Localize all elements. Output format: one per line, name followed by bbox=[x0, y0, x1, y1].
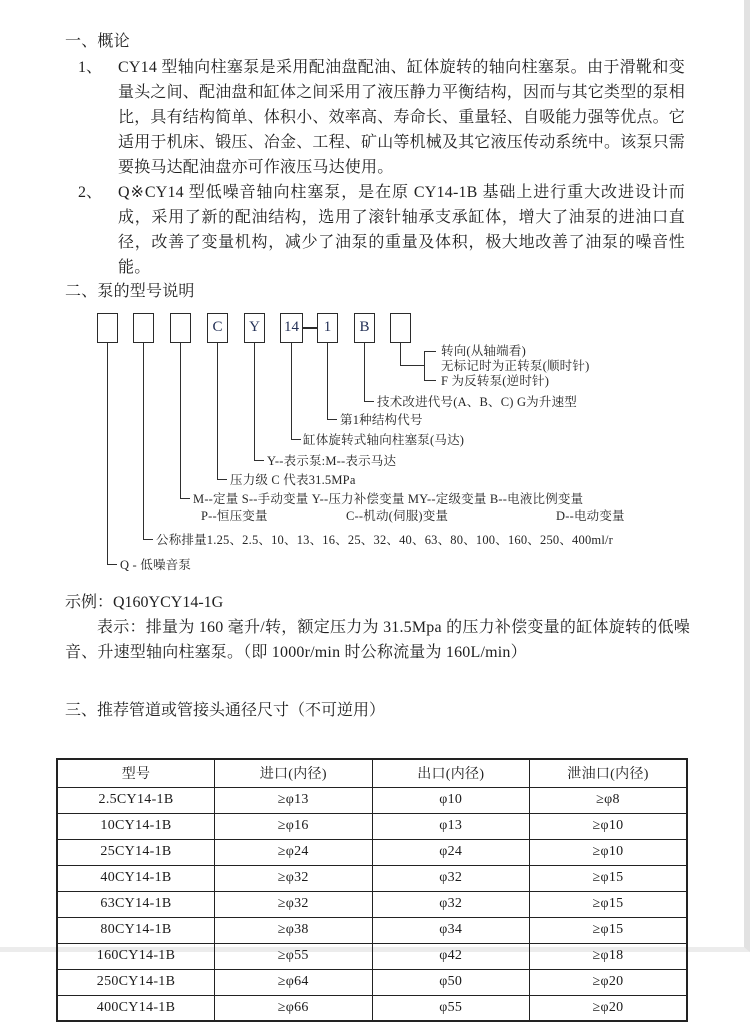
leader-line bbox=[400, 343, 424, 366]
section1-heading: 一、概论 bbox=[65, 33, 130, 50]
leader-line bbox=[364, 343, 374, 402]
label-improvement-code: 技术改进代号(A、B、C) G为升速型 bbox=[377, 395, 577, 409]
code-dash-connector bbox=[303, 327, 317, 329]
code-box-b: B bbox=[354, 313, 375, 343]
table-cell: ≥φ10 bbox=[530, 839, 688, 865]
code-box-14: 14 bbox=[280, 313, 303, 343]
table-cell: φ55 bbox=[372, 995, 530, 1021]
table-row bbox=[57, 969, 687, 995]
leader-line bbox=[143, 343, 153, 540]
list-item-text: Q※CY14 型低噪音轴向柱塞泵，是在原 CY14-1B 基础上进行重大改进设计而成，采用了新的配油结构，选用了滚针轴承支承缸体，增大了油泵的进油口直径，改善了变量机构，减少了油泵的重量及体积，极大地改善了油泵的噪音性能。 bbox=[118, 184, 685, 276]
table-cell: φ42 bbox=[372, 943, 530, 969]
column-header-outlet: 出口(内径) bbox=[372, 759, 530, 787]
code-box-quiet bbox=[97, 313, 118, 343]
label-variable-c: C--机动(伺服)变量 bbox=[346, 509, 449, 523]
table-cell: ≥φ20 bbox=[530, 969, 688, 995]
table-cell: 250CY14-1B bbox=[57, 969, 215, 995]
table-cell: ≥φ16 bbox=[215, 813, 373, 839]
example-block bbox=[65, 590, 690, 665]
table-cell: ≥φ18 bbox=[530, 943, 688, 969]
code-box-variable bbox=[170, 313, 191, 343]
example-body: 表示：排量为 160 毫升/转，额定压力为 31.5Mpa 的压力补偿变量的缸体旋转的低噪音、升速型轴向柱塞泵。（即 1000r/min 时公称流量为 160L/min） bbox=[65, 619, 690, 661]
table-row bbox=[57, 839, 687, 865]
table-cell: φ13 bbox=[372, 813, 530, 839]
table-cell: 25CY14-1B bbox=[57, 839, 215, 865]
table-row bbox=[57, 995, 687, 1021]
table-cell: φ32 bbox=[372, 865, 530, 891]
table-cell: ≥φ38 bbox=[215, 917, 373, 943]
column-header-inlet: 进口(内径) bbox=[215, 759, 373, 787]
code-box-c: C bbox=[207, 313, 228, 343]
example-title: 示例：Q160YCY14-1G bbox=[65, 594, 224, 611]
table-cell: ≥φ55 bbox=[215, 943, 373, 969]
table-row bbox=[57, 787, 687, 813]
label-variable-p: P--恒压变量 bbox=[201, 509, 268, 523]
table-cell: ≥φ13 bbox=[215, 787, 373, 813]
pipe-table-body bbox=[57, 787, 687, 1021]
label-variable-types bbox=[193, 491, 625, 525]
label-variable-line2 bbox=[193, 508, 625, 525]
section2-heading: 二、泵的型号说明 bbox=[65, 283, 195, 300]
table-cell: ≥φ8 bbox=[530, 787, 688, 813]
label-rotation-title: 转向(从轴端看) bbox=[441, 344, 526, 358]
table-cell: ≥φ15 bbox=[530, 917, 688, 943]
table-cell: ≥φ15 bbox=[530, 891, 688, 917]
table-cell: ≥φ66 bbox=[215, 995, 373, 1021]
table-cell: 400CY14-1B bbox=[57, 995, 215, 1021]
label-pump-or-motor: Y--表示泵:M--表示马达 bbox=[267, 454, 397, 468]
list-item bbox=[65, 180, 685, 280]
table-cell: 10CY14-1B bbox=[57, 813, 215, 839]
table-row bbox=[57, 865, 687, 891]
label-displacement: 公称排量1.25、2.5、10、13、16、25、32、40、63、80、100、160、250、400ml/r bbox=[156, 533, 614, 547]
section3-heading: 三、推荐管道或管接头通径尺寸（不可逆用） bbox=[65, 702, 386, 719]
table-header-row bbox=[57, 759, 687, 787]
code-box-displacement bbox=[133, 313, 154, 343]
table-cell: ≥φ10 bbox=[530, 813, 688, 839]
table-cell: φ50 bbox=[372, 969, 530, 995]
label-pressure-class: 压力级 C 代表31.5MPa bbox=[230, 473, 356, 487]
label-variable-d: D--电动变量 bbox=[556, 509, 625, 523]
code-box-1: 1 bbox=[317, 313, 338, 343]
model-code-diagram bbox=[0, 306, 686, 581]
table-row bbox=[57, 891, 687, 917]
table-cell: ≥φ20 bbox=[530, 995, 688, 1021]
overview-list bbox=[65, 55, 686, 280]
leader-line bbox=[291, 343, 301, 440]
list-item bbox=[65, 55, 685, 180]
leader-line bbox=[107, 343, 117, 565]
label-structure-code: 第1种结构代号 bbox=[340, 413, 423, 427]
column-header-model: 型号 bbox=[57, 759, 215, 787]
label-quiet-pump: Q - 低噪音泵 bbox=[120, 558, 192, 572]
rotation-bracket bbox=[424, 351, 436, 381]
table-row bbox=[57, 813, 687, 839]
table-row bbox=[57, 917, 687, 943]
table-cell: 80CY14-1B bbox=[57, 917, 215, 943]
leader-line bbox=[180, 343, 190, 499]
table-cell: 2.5CY14-1B bbox=[57, 787, 215, 813]
table-cell: ≥φ32 bbox=[215, 865, 373, 891]
label-rotation-reverse: F 为反转泵(逆时针) bbox=[441, 374, 550, 388]
table-cell: ≥φ32 bbox=[215, 891, 373, 917]
list-item-text: CY14 型轴向柱塞泵是采用配油盘配油、缸体旋转的轴向柱塞泵。由于滑靴和变量头之间、配油盘和缸体之间采用了液压静力平衡结构，因而与其它类型的泵相比，具有结构简单、体积小、效率高、寿命长、重量轻、自吸能力强等优点。它适用于机床、锻压、冶金、工程、矿山等机械及其它液压传动系统中。该泵只需要换马达配油盘亦可作液压马达使用。 bbox=[118, 59, 686, 176]
leader-line bbox=[327, 343, 337, 420]
table-cell: ≥φ24 bbox=[215, 839, 373, 865]
table-row bbox=[57, 943, 687, 969]
table-cell: φ34 bbox=[372, 917, 530, 943]
table-cell: ≥φ64 bbox=[215, 969, 373, 995]
list-item-number: 2、 bbox=[78, 184, 103, 201]
code-box-rotation bbox=[390, 313, 411, 343]
table-cell: φ24 bbox=[372, 839, 530, 865]
table-cell: 40CY14-1B bbox=[57, 865, 215, 891]
table-cell: 160CY14-1B bbox=[57, 943, 215, 969]
code-box-y: Y bbox=[244, 313, 265, 343]
pipe-table-head bbox=[57, 759, 687, 787]
table-cell: ≥φ15 bbox=[530, 865, 688, 891]
label-pump-type: 缸体旋转式轴向柱塞泵(马达) bbox=[303, 433, 465, 447]
leader-line bbox=[254, 343, 264, 461]
label-rotation-default: 无标记时为正转泵(顺时针) bbox=[441, 359, 590, 373]
pipe-size-table bbox=[56, 758, 688, 1022]
table-cell: φ32 bbox=[372, 891, 530, 917]
leader-line bbox=[217, 343, 227, 480]
label-variable-line1: M--定量 S--手动变量 Y--压力补偿变量 MY--定级变量 B--电液比例变量 bbox=[193, 492, 584, 506]
list-item-number: 1、 bbox=[78, 59, 103, 76]
table-cell: φ10 bbox=[372, 787, 530, 813]
table-cell: 63CY14-1B bbox=[57, 891, 215, 917]
column-header-drain: 泄油口(内径) bbox=[530, 759, 688, 787]
